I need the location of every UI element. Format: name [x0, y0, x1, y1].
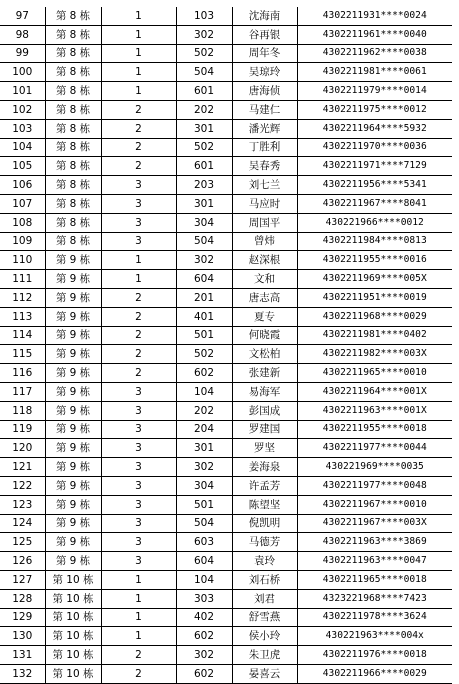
room-cell: 302	[176, 646, 232, 665]
building-cell: 第 8 栋	[45, 176, 101, 195]
table-row	[0, 270, 452, 289]
resident-name-cell: 曾炜	[232, 232, 297, 251]
building-cell: 第 8 栋	[45, 25, 101, 44]
building-cell: 第 8 栋	[45, 7, 101, 25]
resident-name-cell: 舒雪燕	[232, 608, 297, 627]
unit-cell: 1	[101, 608, 176, 627]
id-number-cell: 4302211966****0029	[297, 664, 452, 683]
building-cell: 第 10 栋	[45, 589, 101, 608]
unit-cell: 3	[101, 495, 176, 514]
id-number-cell: 4302211969****005X	[297, 270, 452, 289]
unit-cell: 1	[101, 570, 176, 589]
room-cell: 502	[176, 345, 232, 364]
room-cell: 303	[176, 589, 232, 608]
building-cell: 第 8 栋	[45, 194, 101, 213]
building-cell: 第 9 栋	[45, 364, 101, 383]
unit-cell: 1	[101, 44, 176, 63]
building-cell: 第 8 栋	[45, 82, 101, 101]
id-number-cell: 4302211968****0029	[297, 307, 452, 326]
row-number-cell: 106	[0, 176, 45, 195]
unit-cell: 2	[101, 646, 176, 665]
unit-cell: 2	[101, 326, 176, 345]
id-number-cell: 430221969****0035	[297, 458, 452, 477]
room-cell: 104	[176, 570, 232, 589]
room-cell: 301	[176, 439, 232, 458]
table-row	[0, 570, 452, 589]
row-number-cell: 126	[0, 552, 45, 571]
id-number-cell: 4302211951****0019	[297, 288, 452, 307]
building-cell: 第 9 栋	[45, 439, 101, 458]
resident-name-cell: 罗坚	[232, 439, 297, 458]
resident-name-cell: 刘石桥	[232, 570, 297, 589]
row-number-cell: 128	[0, 589, 45, 608]
id-number-cell: 4302211967****0010	[297, 495, 452, 514]
building-cell: 第 9 栋	[45, 552, 101, 571]
resident-name-cell: 文松柏	[232, 345, 297, 364]
unit-cell: 2	[101, 288, 176, 307]
unit-cell: 1	[101, 251, 176, 270]
resident-name-cell: 夏专	[232, 307, 297, 326]
building-cell: 第 8 栋	[45, 44, 101, 63]
unit-cell: 3	[101, 401, 176, 420]
building-cell: 第 8 栋	[45, 63, 101, 82]
id-number-cell: 4302211955****0018	[297, 420, 452, 439]
unit-cell: 3	[101, 439, 176, 458]
building-cell: 第 9 栋	[45, 326, 101, 345]
table-row	[0, 157, 452, 176]
row-number-cell: 117	[0, 382, 45, 401]
room-cell: 604	[176, 270, 232, 289]
id-number-cell: 4302211956****5341	[297, 176, 452, 195]
unit-cell: 3	[101, 458, 176, 477]
id-number-cell: 430221963****004x	[297, 627, 452, 646]
building-cell: 第 10 栋	[45, 608, 101, 627]
row-number-cell: 102	[0, 100, 45, 119]
table-row	[0, 552, 452, 571]
room-cell: 304	[176, 213, 232, 232]
unit-cell: 2	[101, 100, 176, 119]
resident-name-cell: 刘七兰	[232, 176, 297, 195]
room-cell: 502	[176, 44, 232, 63]
resident-name-cell: 沈海南	[232, 7, 297, 25]
room-cell: 601	[176, 82, 232, 101]
table-row	[0, 627, 452, 646]
resident-name-cell: 何晓霞	[232, 326, 297, 345]
room-cell: 504	[176, 63, 232, 82]
building-cell: 第 9 栋	[45, 401, 101, 420]
row-number-cell: 120	[0, 439, 45, 458]
building-cell: 第 9 栋	[45, 307, 101, 326]
resident-name-cell: 潘光辉	[232, 119, 297, 138]
unit-cell: 1	[101, 63, 176, 82]
id-number-cell: 4302211979****0014	[297, 82, 452, 101]
table-row	[0, 119, 452, 138]
row-number-cell: 123	[0, 495, 45, 514]
id-number-cell: 4302211975****0012	[297, 100, 452, 119]
row-number-cell: 110	[0, 251, 45, 270]
room-cell: 504	[176, 514, 232, 533]
resident-name-cell: 唐志高	[232, 288, 297, 307]
row-number-cell: 125	[0, 533, 45, 552]
row-number-cell: 103	[0, 119, 45, 138]
id-number-cell: 4302211961****0040	[297, 25, 452, 44]
row-number-cell: 116	[0, 364, 45, 383]
resident-name-cell: 侯小玲	[232, 627, 297, 646]
id-number-cell: 4302211977****0044	[297, 439, 452, 458]
room-cell: 302	[176, 251, 232, 270]
row-number-cell: 129	[0, 608, 45, 627]
table-row	[0, 514, 452, 533]
id-number-cell: 4302211965****0010	[297, 364, 452, 383]
building-cell: 第 9 栋	[45, 382, 101, 401]
row-number-cell: 114	[0, 326, 45, 345]
room-cell: 602	[176, 664, 232, 683]
building-cell: 第 8 栋	[45, 100, 101, 119]
row-number-cell: 121	[0, 458, 45, 477]
room-cell: 601	[176, 157, 232, 176]
resident-name-cell: 袁玲	[232, 552, 297, 571]
row-number-cell: 115	[0, 345, 45, 364]
row-number-cell: 122	[0, 476, 45, 495]
room-cell: 302	[176, 458, 232, 477]
room-cell: 501	[176, 326, 232, 345]
id-number-cell: 4302211976****0018	[297, 646, 452, 665]
table-row	[0, 533, 452, 552]
room-cell: 401	[176, 307, 232, 326]
building-cell: 第 9 栋	[45, 288, 101, 307]
table-row	[0, 176, 452, 195]
row-number-cell: 98	[0, 25, 45, 44]
unit-cell: 1	[101, 7, 176, 25]
row-number-cell: 107	[0, 194, 45, 213]
row-number-cell: 100	[0, 63, 45, 82]
room-cell: 202	[176, 100, 232, 119]
resident-name-cell: 马应时	[232, 194, 297, 213]
building-cell: 第 9 栋	[45, 345, 101, 364]
room-cell: 204	[176, 420, 232, 439]
building-cell: 第 9 栋	[45, 476, 101, 495]
building-cell: 第 9 栋	[45, 514, 101, 533]
building-cell: 第 8 栋	[45, 119, 101, 138]
id-number-cell: 4302211978****3624	[297, 608, 452, 627]
id-number-cell: 4302211964****001X	[297, 382, 452, 401]
table-row	[0, 458, 452, 477]
row-number-cell: 112	[0, 288, 45, 307]
building-cell: 第 9 栋	[45, 458, 101, 477]
resident-name-cell: 朱卫虎	[232, 646, 297, 665]
resident-name-cell: 周年冬	[232, 44, 297, 63]
table-row	[0, 345, 452, 364]
building-cell: 第 9 栋	[45, 270, 101, 289]
resident-name-cell: 刘君	[232, 589, 297, 608]
resident-name-cell: 晏喜云	[232, 664, 297, 683]
row-number-cell: 131	[0, 646, 45, 665]
id-number-cell: 4302211963****001X	[297, 401, 452, 420]
unit-cell: 2	[101, 138, 176, 157]
resident-name-cell: 张建新	[232, 364, 297, 383]
unit-cell: 1	[101, 82, 176, 101]
building-cell: 第 9 栋	[45, 533, 101, 552]
resident-name-cell: 易海军	[232, 382, 297, 401]
id-number-cell: 4302211982****003X	[297, 345, 452, 364]
id-number-cell: 4302211931****0024	[297, 7, 452, 25]
id-number-cell: 4302211967****003X	[297, 514, 452, 533]
resident-name-cell: 丁胜利	[232, 138, 297, 157]
resident-name-cell: 吴春秀	[232, 157, 297, 176]
table-row	[0, 476, 452, 495]
unit-cell: 3	[101, 213, 176, 232]
unit-cell: 3	[101, 514, 176, 533]
row-number-cell: 130	[0, 627, 45, 646]
building-cell: 第 8 栋	[45, 213, 101, 232]
table-row	[0, 232, 452, 251]
room-cell: 203	[176, 176, 232, 195]
room-cell: 501	[176, 495, 232, 514]
table-row	[0, 646, 452, 665]
row-number-cell: 124	[0, 514, 45, 533]
room-cell: 201	[176, 288, 232, 307]
room-cell: 301	[176, 119, 232, 138]
id-number-cell: 430221966****0012	[297, 213, 452, 232]
resident-name-cell: 马建仁	[232, 100, 297, 119]
table-row	[0, 420, 452, 439]
unit-cell: 1	[101, 589, 176, 608]
id-number-cell: 4302211955****0016	[297, 251, 452, 270]
id-number-cell: 4302211977****0048	[297, 476, 452, 495]
resident-name-cell: 陈望坚	[232, 495, 297, 514]
row-number-cell: 97	[0, 7, 45, 25]
table-row	[0, 382, 452, 401]
unit-cell: 2	[101, 307, 176, 326]
row-number-cell: 111	[0, 270, 45, 289]
id-number-cell: 4302211964****5932	[297, 119, 452, 138]
id-number-cell: 4302211965****0018	[297, 570, 452, 589]
unit-cell: 3	[101, 533, 176, 552]
room-cell: 602	[176, 627, 232, 646]
id-number-cell: 4302211962****0038	[297, 44, 452, 63]
room-cell: 603	[176, 533, 232, 552]
building-cell: 第 8 栋	[45, 232, 101, 251]
building-cell: 第 10 栋	[45, 646, 101, 665]
id-number-cell: 4302211984****0813	[297, 232, 452, 251]
row-number-cell: 99	[0, 44, 45, 63]
table-row	[0, 288, 452, 307]
building-cell: 第 10 栋	[45, 664, 101, 683]
id-number-cell: 4302211970****0036	[297, 138, 452, 157]
resident-table	[0, 7, 452, 684]
building-cell: 第 8 栋	[45, 157, 101, 176]
unit-cell: 3	[101, 176, 176, 195]
unit-cell: 2	[101, 119, 176, 138]
resident-name-cell: 周国平	[232, 213, 297, 232]
id-number-cell: 4302211967****8041	[297, 194, 452, 213]
resident-name-cell: 文和	[232, 270, 297, 289]
room-cell: 502	[176, 138, 232, 157]
row-number-cell: 109	[0, 232, 45, 251]
table-body	[0, 7, 452, 683]
row-number-cell: 101	[0, 82, 45, 101]
room-cell: 301	[176, 194, 232, 213]
table-row	[0, 7, 452, 25]
unit-cell: 3	[101, 382, 176, 401]
resident-name-cell: 马德芳	[232, 533, 297, 552]
table-row	[0, 25, 452, 44]
unit-cell: 3	[101, 552, 176, 571]
row-number-cell: 119	[0, 420, 45, 439]
table-row	[0, 439, 452, 458]
resident-name-cell: 许孟芳	[232, 476, 297, 495]
resident-name-cell: 吴琼玲	[232, 63, 297, 82]
row-number-cell: 104	[0, 138, 45, 157]
table-row	[0, 213, 452, 232]
unit-cell: 3	[101, 420, 176, 439]
resident-name-cell: 谷再银	[232, 25, 297, 44]
room-cell: 103	[176, 7, 232, 25]
unit-cell: 3	[101, 194, 176, 213]
id-number-cell: 4302211963****0047	[297, 552, 452, 571]
row-number-cell: 108	[0, 213, 45, 232]
row-number-cell: 127	[0, 570, 45, 589]
table-row	[0, 608, 452, 627]
building-cell: 第 9 栋	[45, 420, 101, 439]
resident-name-cell: 唐海侦	[232, 82, 297, 101]
unit-cell: 1	[101, 627, 176, 646]
room-cell: 104	[176, 382, 232, 401]
id-number-cell: 4302211981****0402	[297, 326, 452, 345]
unit-cell: 3	[101, 232, 176, 251]
row-number-cell: 105	[0, 157, 45, 176]
room-cell: 604	[176, 552, 232, 571]
room-cell: 602	[176, 364, 232, 383]
row-number-cell: 118	[0, 401, 45, 420]
room-cell: 504	[176, 232, 232, 251]
building-cell: 第 9 栋	[45, 251, 101, 270]
room-cell: 202	[176, 401, 232, 420]
table-row	[0, 326, 452, 345]
resident-name-cell: 彭国成	[232, 401, 297, 420]
building-cell: 第 10 栋	[45, 627, 101, 646]
table-row	[0, 307, 452, 326]
row-number-cell: 132	[0, 664, 45, 683]
table-row	[0, 251, 452, 270]
table-row	[0, 664, 452, 683]
id-number-cell: 4302211981****0061	[297, 63, 452, 82]
resident-name-cell: 赵深根	[232, 251, 297, 270]
row-number-cell: 113	[0, 307, 45, 326]
resident-name-cell: 倪凯明	[232, 514, 297, 533]
table-row	[0, 194, 452, 213]
room-cell: 302	[176, 25, 232, 44]
building-cell: 第 10 栋	[45, 570, 101, 589]
table-row	[0, 364, 452, 383]
unit-cell: 2	[101, 157, 176, 176]
room-cell: 304	[176, 476, 232, 495]
building-cell: 第 8 栋	[45, 138, 101, 157]
table-row	[0, 63, 452, 82]
unit-cell: 1	[101, 25, 176, 44]
id-number-cell: 4302211971****7129	[297, 157, 452, 176]
unit-cell: 2	[101, 345, 176, 364]
unit-cell: 3	[101, 476, 176, 495]
room-cell: 402	[176, 608, 232, 627]
table-row	[0, 82, 452, 101]
resident-name-cell: 姜海泉	[232, 458, 297, 477]
table-row	[0, 589, 452, 608]
table-row	[0, 44, 452, 63]
id-number-cell: 4302211963****3869	[297, 533, 452, 552]
table-row	[0, 495, 452, 514]
table-row	[0, 138, 452, 157]
resident-name-cell: 罗建国	[232, 420, 297, 439]
building-cell: 第 9 栋	[45, 495, 101, 514]
table-row	[0, 100, 452, 119]
id-number-cell: 4323221968****7423	[297, 589, 452, 608]
unit-cell: 2	[101, 664, 176, 683]
table-row	[0, 401, 452, 420]
unit-cell: 1	[101, 270, 176, 289]
unit-cell: 2	[101, 364, 176, 383]
